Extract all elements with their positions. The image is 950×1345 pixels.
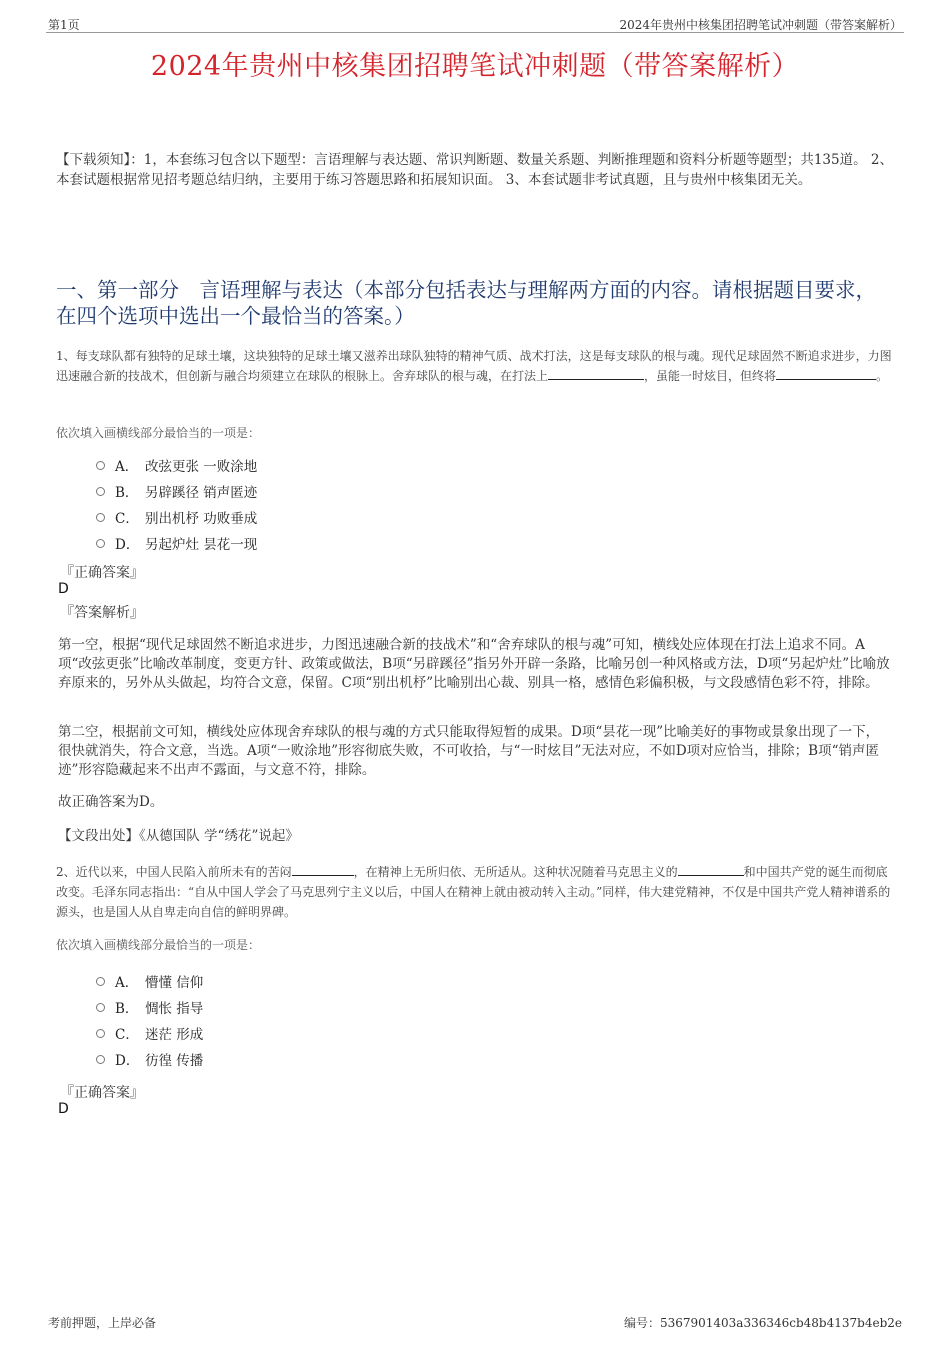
fill-blank xyxy=(678,862,744,876)
option-text: 彷徨 传播 xyxy=(145,1053,204,1069)
radio-icon[interactable] xyxy=(96,1055,105,1064)
option-letter: D． xyxy=(115,537,140,553)
page-number: 第1页 xyxy=(48,18,80,32)
option-text: 惆怅 指导 xyxy=(145,1001,204,1017)
section-heading: 一、第一部分 言语理解与表达（本部分包括表达与理解两方面的内容。请根据题目要求，在四个选项中选出一个最恰当的答案。） xyxy=(56,278,876,328)
option-text: 迷茫 形成 xyxy=(145,1027,204,1043)
footer-slogan: 考前押题，上岸必备 xyxy=(48,1316,157,1330)
option-text: 懵懂 信仰 xyxy=(145,975,204,991)
question-1-stem xyxy=(56,346,896,386)
option-b[interactable] xyxy=(96,478,257,504)
radio-icon[interactable] xyxy=(96,1003,105,1012)
answer-label: 『正确答案』 xyxy=(60,1085,144,1101)
option-c[interactable] xyxy=(96,1020,203,1046)
option-a[interactable] xyxy=(96,452,257,478)
page-title: 2024年贵州中核集团招聘笔试冲刺题（带答案解析） xyxy=(150,51,800,82)
fill-blank xyxy=(776,366,876,380)
question-1-options xyxy=(96,452,257,556)
option-d[interactable] xyxy=(96,1046,203,1072)
stem-text: 和中国共产党的诞生而彻底改变。毛泽东同志指出：“自从中国人学会了马克思列宁主义以后，中国人在精神上就由被动转入主动。”同样，伟大建党精神，不仅是中国共产党人精神谱系的源头，也是国人从自卑走向自信的鲜明界碑。 xyxy=(56,865,891,919)
stem-text: ，虽能一时炫目，但终将 xyxy=(644,369,777,383)
question-1-instruction: 依次填入画横线部分最恰当的一项是： xyxy=(56,426,261,440)
option-b[interactable] xyxy=(96,994,203,1020)
question-2-options xyxy=(96,968,203,1072)
fill-blank xyxy=(548,366,644,380)
source-citation: 【文段出处】《从德国队 学“绣花”说起》 xyxy=(58,828,299,844)
option-letter: C． xyxy=(115,1027,139,1043)
stem-text: 1、每支球队都有独特的足球土壤，这块独特的足球土壤又滋养出球队独特的精神气质、战术打法，这是每支球队的根与魂。现代足球固然不断追求进步，力图迅速融合新的技战术，但创新与融合均须建立在球队的根脉上。舍弃球队的根与魂，在打法上 xyxy=(56,349,892,383)
analysis-conclusion: 故正确答案为D。 xyxy=(58,794,164,810)
answer-value: D xyxy=(58,581,69,597)
radio-icon[interactable] xyxy=(96,977,105,986)
analysis-paragraph-1: 第一空，根据“现代足球固然不断追求进步，力图迅速融合新的技战术”和“舍弃球队的根与魂”可知，横线处应体现在打法上追求不同。A项“改弦更张”比喻改革制度，变更方针、政策或做法，B项“另辟蹊径”指另外开辟一条路，比喻另创一种风格或方法，D项“另起炉灶”比喻放弃原来的，另外从头做起，均符合文意，保留。C项“别出机杼”比喻别出心裁、别具一格，感情色彩偏积极，与文段感情色彩不符，排除。 xyxy=(58,637,890,691)
option-text: 另辟蹊径 销声匿迹 xyxy=(145,485,258,501)
option-d[interactable] xyxy=(96,530,257,556)
option-letter: B． xyxy=(115,485,139,501)
radio-icon[interactable] xyxy=(96,513,105,522)
analysis-paragraph-2: 第二空，根据前文可知，横线处应体现舍弃球队的根与魂的方式只能取得短暂的成果。D项“昙花一现”比喻美好的事物或景象出现了一下，很快就消失，符合文意，当选。A项“一败涂地”形容彻底失败，不可收拾，与“一时炫目”无法对应，不如D项对应恰当，排除；B项“销声匿迹”形容隐藏起来不出声不露面，与文意不符，排除。 xyxy=(58,724,880,778)
option-letter: A． xyxy=(115,459,139,475)
option-letter: C． xyxy=(115,511,139,527)
option-a[interactable] xyxy=(96,968,203,994)
option-c[interactable] xyxy=(96,504,257,530)
footer-code: 编号：5367901403a336346cb48b4137b4eb2e xyxy=(623,1316,902,1330)
option-text: 改弦更张 一败涂地 xyxy=(145,459,258,475)
radio-icon[interactable] xyxy=(96,1029,105,1038)
option-text: 别出机杼 功败垂成 xyxy=(145,511,258,527)
radio-icon[interactable] xyxy=(96,461,105,470)
question-2-instruction: 依次填入画横线部分最恰当的一项是： xyxy=(56,938,261,952)
analysis-label: 『答案解析』 xyxy=(60,605,144,621)
option-letter: B． xyxy=(115,1001,139,1017)
answer-label: 『正确答案』 xyxy=(60,565,144,581)
header-doc-title: 2024年贵州中核集团招聘笔试冲刺题（带答案解析） xyxy=(619,18,902,32)
radio-icon[interactable] xyxy=(96,487,105,496)
question-2-stem xyxy=(56,862,896,922)
option-letter: D． xyxy=(115,1053,140,1069)
stem-text: 。 xyxy=(876,369,889,383)
download-notice: 【下载须知】：1，本套练习包含以下题型：言语理解与表达题、常识判断题、数量关系题、判断推理题和资料分析题等题型；共135道。 2、本套试题根据常见招考题总结归纳，主要用于练习答题思路和拓展知识面。 3、本套试题非考试真题，且与贵州中核集团无关。 xyxy=(56,152,893,188)
answer-value: D xyxy=(58,1101,69,1117)
stem-text: ，在精神上无所归依、无所适从。这种状况随着马克思主义的 xyxy=(353,865,678,879)
page-header xyxy=(46,14,904,33)
option-text: 另起炉灶 昙花一现 xyxy=(145,537,258,553)
radio-icon[interactable] xyxy=(96,539,105,548)
option-letter: A． xyxy=(115,975,139,991)
stem-text: 2、近代以来，中国人民陷入前所未有的苦闷 xyxy=(56,865,292,879)
fill-blank xyxy=(292,862,354,876)
